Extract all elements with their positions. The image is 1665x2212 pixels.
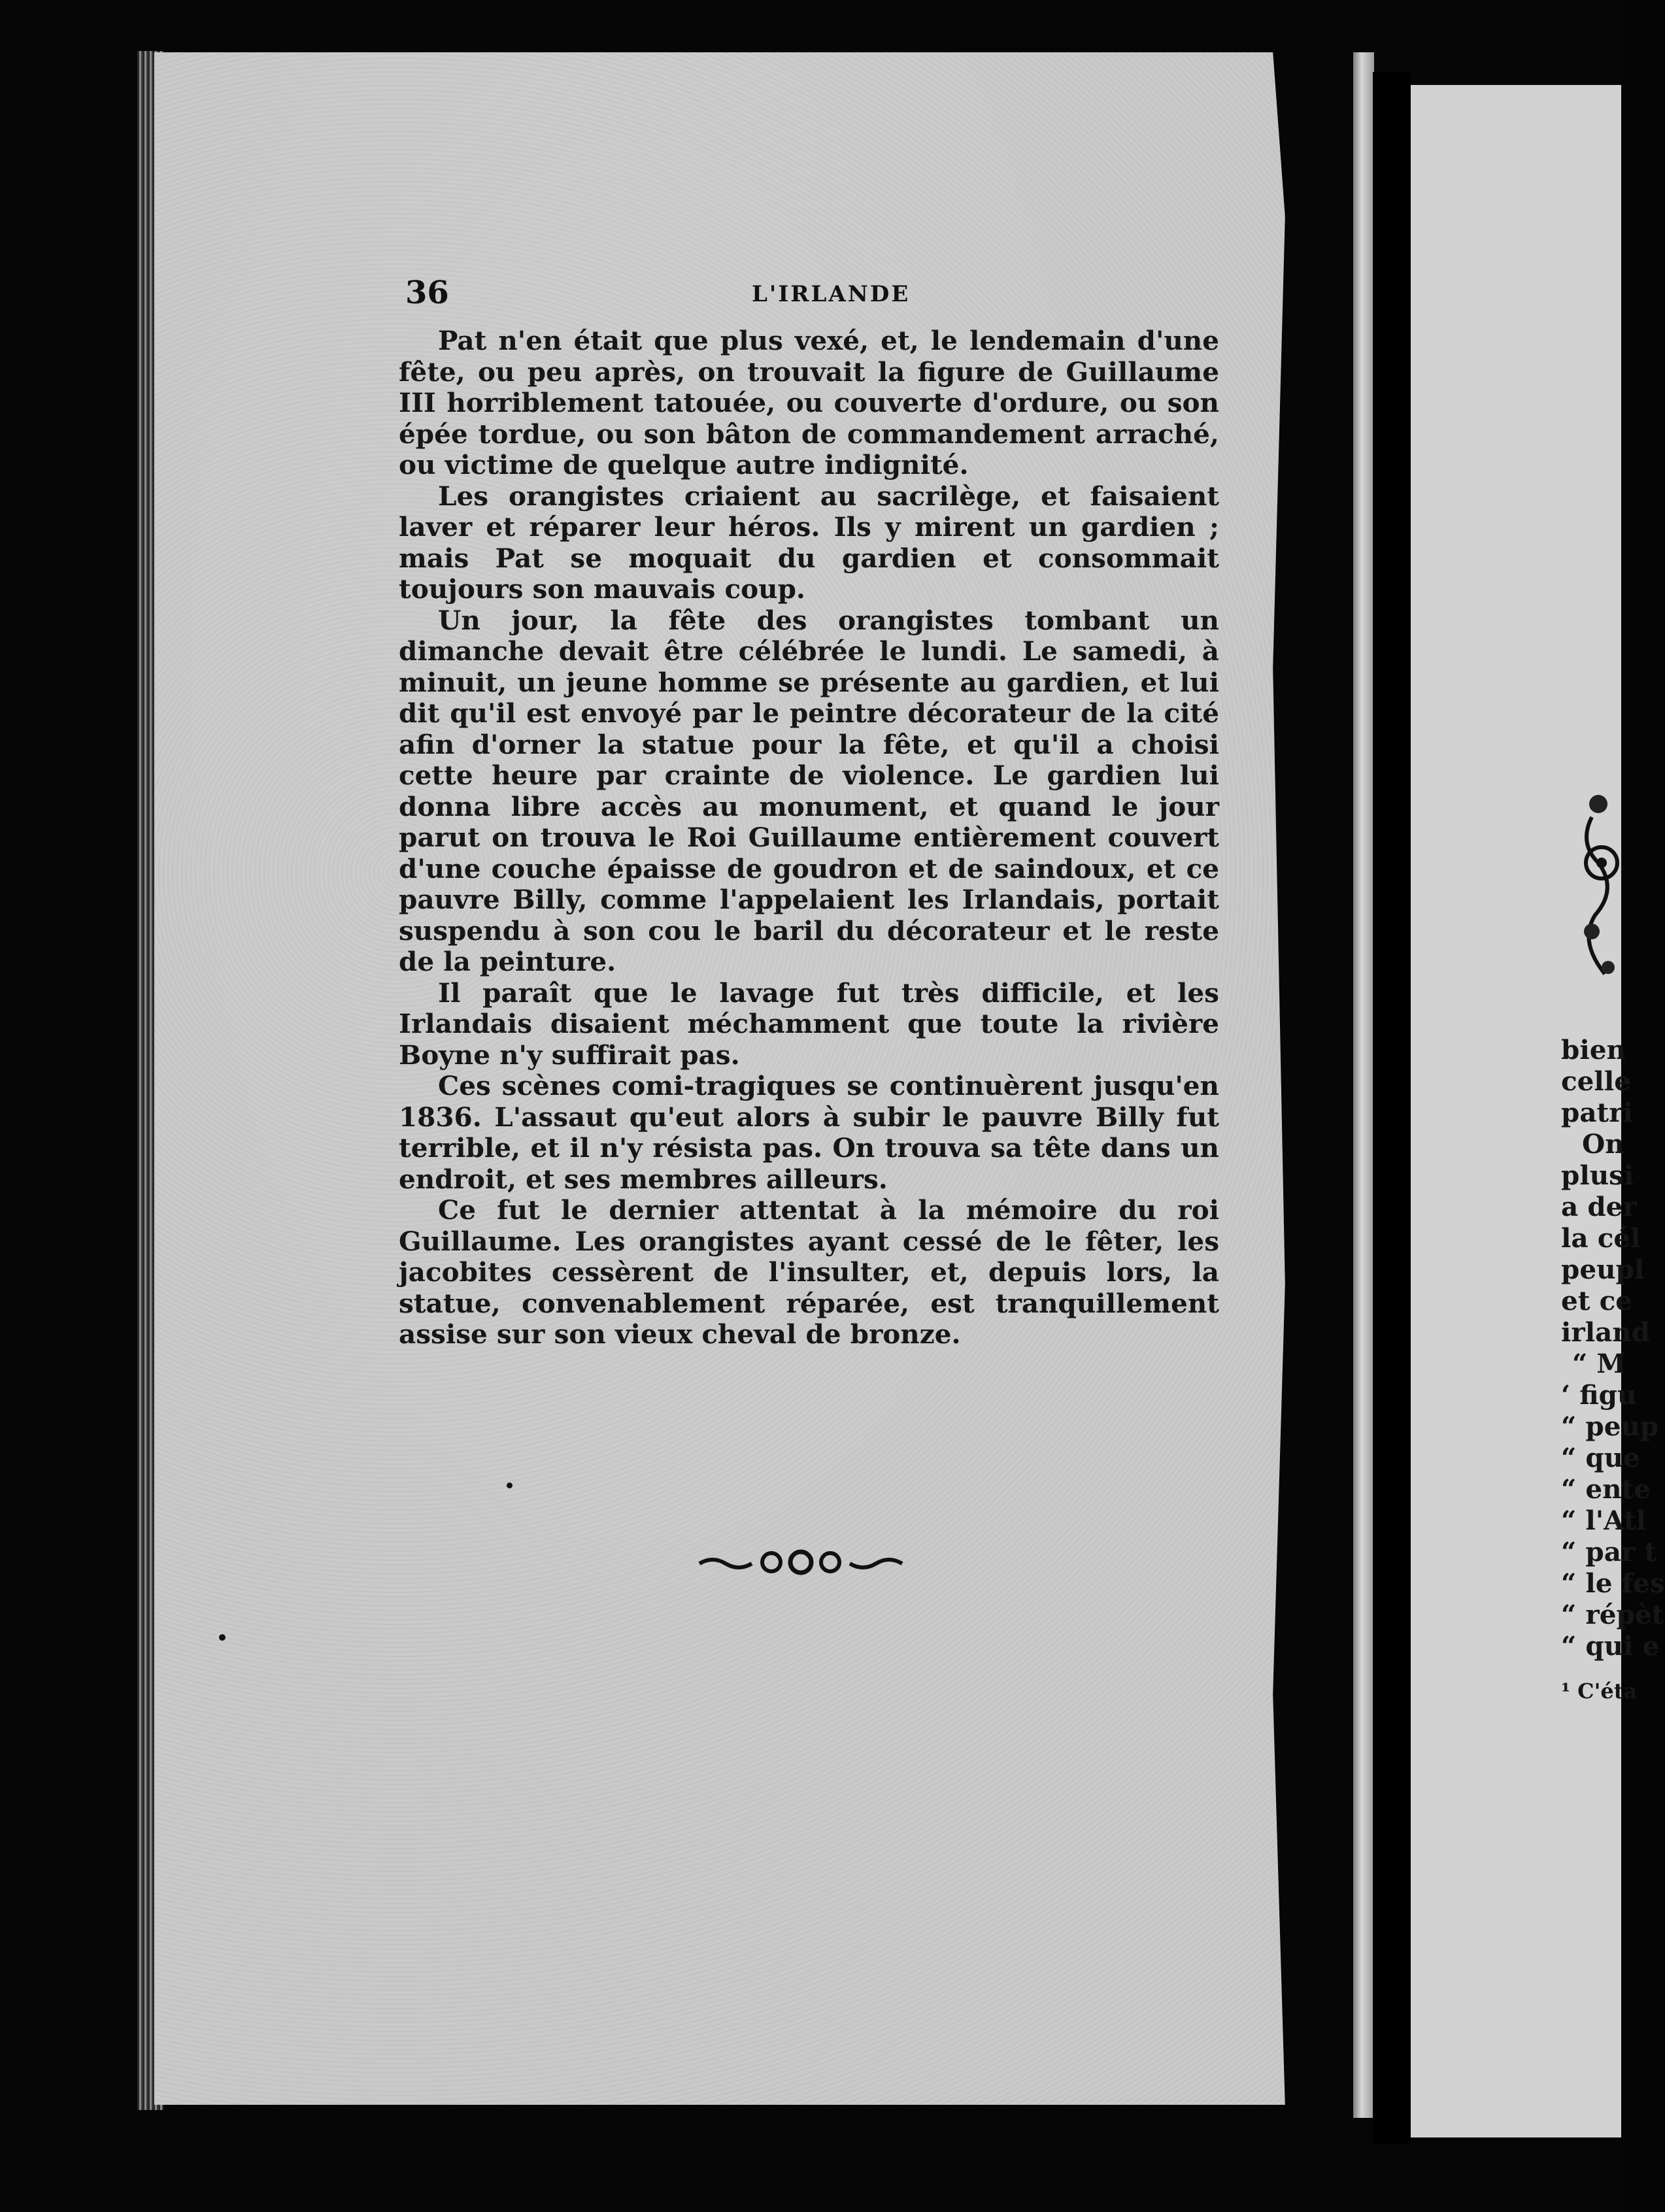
right-page-line: ‘ figu [1561,1379,1637,1411]
paragraph: Ces scènes comi-tragiques se continuèrent jusqu'en 1836. L'assaut qu'eut alors à subir le pauvre Billy fut terrible, et il n'y résista pas. On trouva sa tête dans un endroit, et ses membres ailleurs. [399,1070,1219,1195]
right-page-line: “ l'Atl [1561,1505,1646,1536]
paper-speck [507,1483,513,1488]
right-page-line: plusi [1561,1160,1634,1191]
floral-ornament-icon [1572,791,1621,1013]
right-page-line: “ répèt [1561,1599,1664,1630]
right-page-line: “ le fes [1561,1567,1665,1599]
running-head: L'IRLANDE [752,281,911,307]
paragraph: Pat n'en était que plus vexé, et, le lendemain d'une fête, ou peu après, on trouvait la figure de Guillaume III horriblement tatouée, ou couverte d'ordure, ou son épée tordue, ou son bâton de commandement arraché, ou victime de quelque autre indignité. [399,325,1219,480]
right-page-line: “ par t [1561,1536,1657,1567]
right-page-line: “ que [1561,1442,1640,1473]
paragraph: Un jour, la fête des orangistes tombant un dimanche devait être célébrée le lundi. Le samedi, à minuit, un jeune homme se présente au gardien, et lui dit qu'il est envoyé par le peintre décorateur de la cité afin d'orner la statue pour la fête, et qu'il a choisi cette heure par crainte de violence. Le gardien lui donna libre accès au monument, et quand le jour parut on trouva le Roi Guillaume entièrement couvert d'une couche épaisse de goudron et de saindoux, et ce pauvre Billy, comme l'appelaient les Irlandais, portait suspendu à son cou le baril du décorateur et le reste de la peinture. [399,604,1219,977]
right-page-line: bien [1561,1034,1626,1065]
right-page-line: celle [1561,1065,1631,1097]
right-page-line: “ M [1572,1348,1626,1379]
right-page-line: peupl [1561,1254,1645,1285]
right-page-line: “ peup [1561,1411,1659,1442]
fleuron-ornament-icon [696,1543,905,1582]
body-text [399,326,1219,1350]
paragraph: Il paraît que le lavage fut très difficile, et les Irlandais disaient méchamment que toute la rivière Boyne n'y suffirait pas. [399,977,1219,1071]
paragraph: Ce fut le dernier attentat à la mémoire du roi Guillaume. Les orangistes ayant cessé de le fêter, les jacobites cessèrent de l'insulter, et, depuis lors, la statue, convenablement réparée, est tranquillement assise sur son vieux cheval de bronze. [399,1194,1219,1350]
right-page-line: On [1582,1128,1624,1160]
page-gutter [1353,52,1374,2118]
right-page-line: la cél [1561,1222,1641,1254]
right-page-line: patri [1561,1097,1633,1128]
right-page-line: “ qui e [1561,1630,1660,1662]
book-spine [1373,72,1411,2144]
right-page-line: a der [1561,1191,1637,1222]
paper-speck [219,1634,226,1641]
page-number: 36 [405,275,449,311]
right-page-line: et ce [1561,1285,1633,1316]
right-page-line: “ ente [1561,1473,1651,1505]
paragraph: Les orangistes criaient au sacrilège, et faisaient laver et réparer leur héros. Ils y mirent un gardien ; mais Pat se moquait du gardien et consommait toujours son mauvais coup. [399,480,1219,605]
right-page-footnote: ¹ C'éta [1561,1679,1638,1703]
right-page-line: irland [1561,1316,1651,1348]
